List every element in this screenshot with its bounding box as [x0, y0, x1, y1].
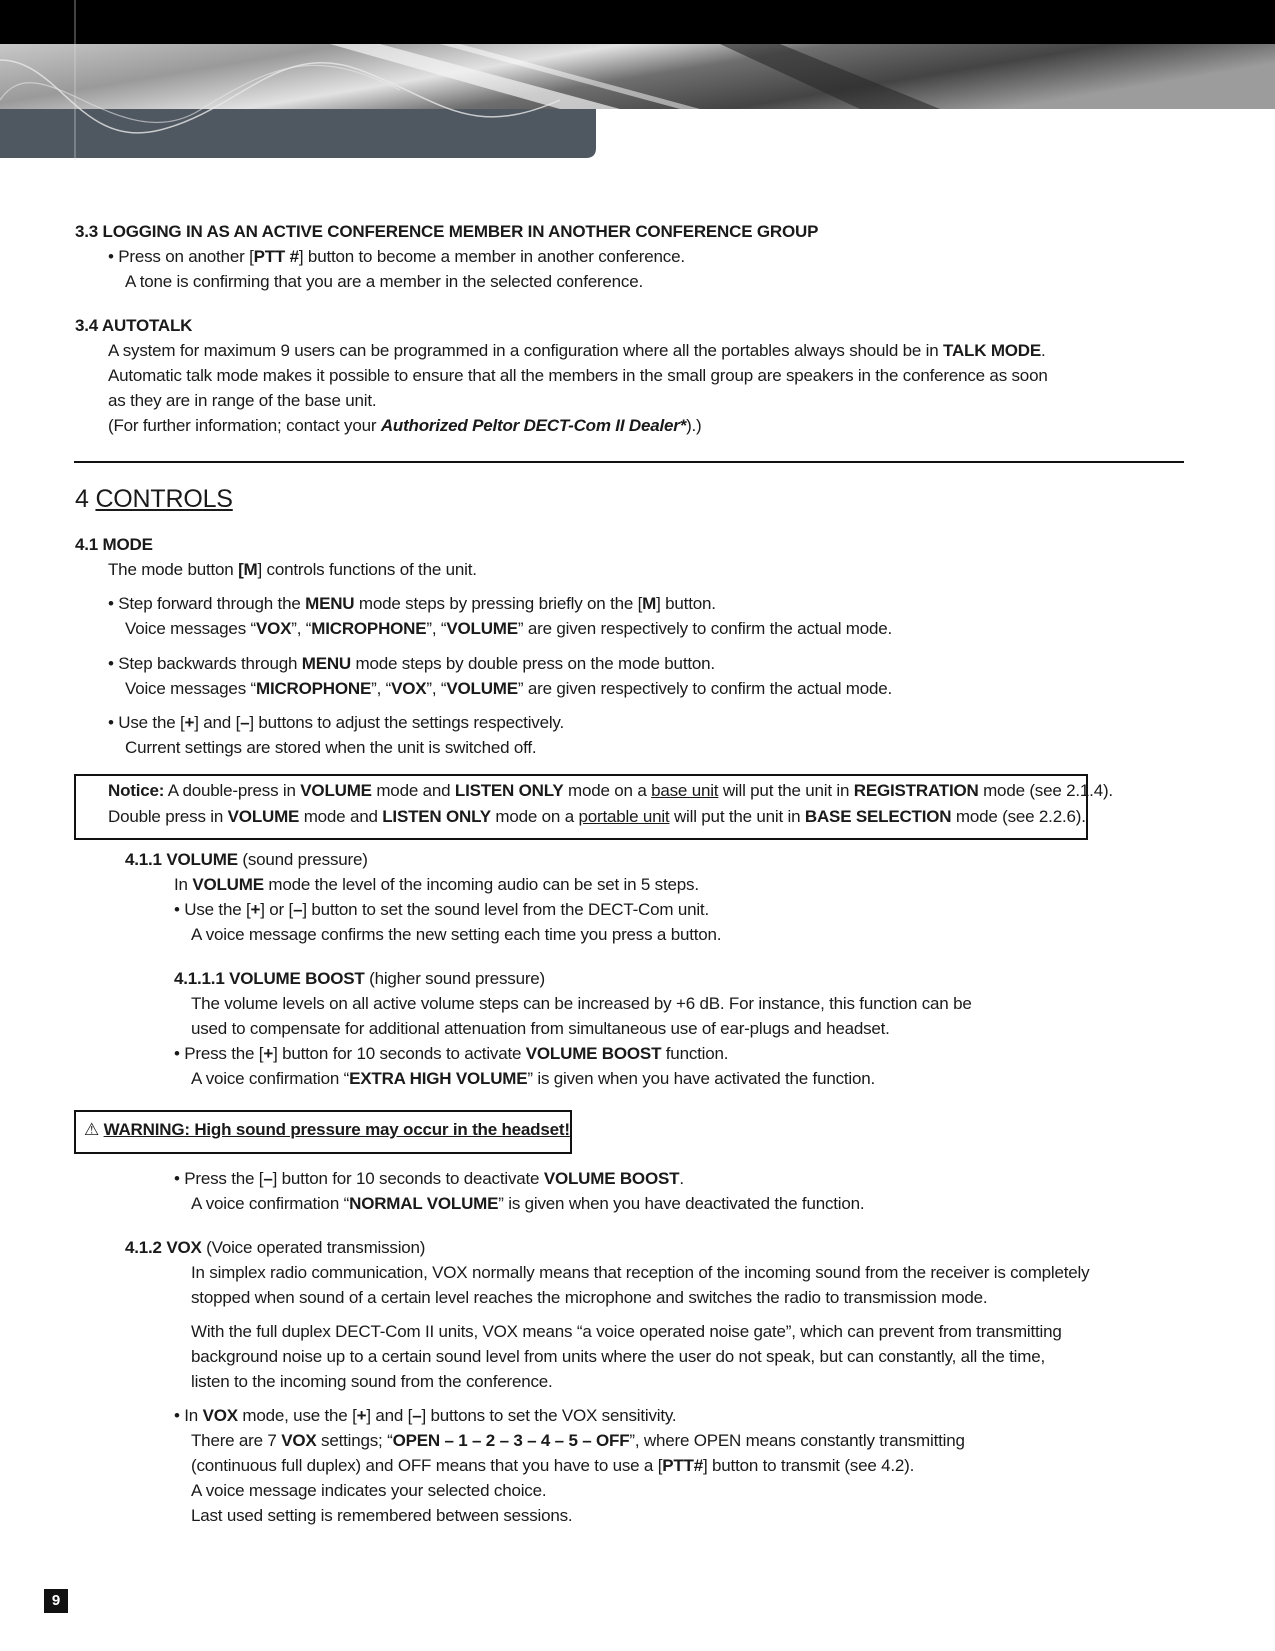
- section-4-1-2-text: (continuous full duplex) and OFF means that you have to use a [PTT#] button to transmit (see 4.2).: [191, 1456, 915, 1475]
- notice-line: Double press in VOLUME mode and LISTEN ONLY mode on a portable unit will put the unit in BASE SELECTION mode (see 2.2.6).: [108, 807, 1086, 826]
- warning-icon: ⚠: [84, 1120, 100, 1139]
- section-4-1-1-1-text: The volume levels on all active volume steps can be increased by +6 dB. For instance, this function can be: [191, 994, 972, 1013]
- section-4-1-2-text: There are 7 VOX settings; “OPEN – 1 – 2 – 3 – 4 – 5 – OFF”, where OPEN means constantly transmitting: [191, 1431, 965, 1450]
- section-4-1-1-bullet: • Use the [+] or [–] button to set the sound level from the DECT-Com unit.: [174, 900, 709, 919]
- section-4-1-text: Voice messages “MICROPHONE”, “VOX”, “VOLUME” are given respectively to confirm the actual mode.: [125, 679, 893, 698]
- volume-boost-off-text: A voice confirmation “NORMAL VOLUME” is given when you have deactivated the function.: [191, 1194, 865, 1213]
- section-4-1-1-1-text: A voice confirmation “EXTRA HIGH VOLUME” is given when you have activated the function.: [191, 1069, 876, 1088]
- section-4-1-2-text: background noise up to a certain sound level from units where the user do not speak, but can constantly, all the time,: [191, 1347, 1045, 1366]
- section-4-1-text: Current settings are stored when the unit is switched off.: [125, 738, 537, 757]
- section-3-4-text: as they are in range of the base unit.: [108, 391, 377, 410]
- section-4-1-1-1-heading: 4.1.1.1 VOLUME BOOST (higher sound pressure): [174, 969, 546, 988]
- section-4-1-intro: The mode button [M] controls functions of the unit.: [108, 560, 477, 579]
- header-graphic: [0, 0, 1275, 160]
- notice-line: Notice: A double-press in VOLUME mode and LISTEN ONLY mode on a base unit will put the unit in REGISTRATION mode (see 2.1.4).: [108, 781, 1113, 800]
- section-4-1-2-text: A voice message indicates your selected choice.: [191, 1481, 547, 1500]
- section-4-1-1-1-bullet: • Press the [+] button for 10 seconds to activate VOLUME BOOST function.: [174, 1044, 729, 1063]
- section-4-1-2-text: Last used setting is remembered between sessions.: [191, 1506, 573, 1525]
- chapter-4-title: 4 CONTROLS: [75, 485, 233, 513]
- section-3-4-text: A system for maximum 9 users can be programmed in a configuration where all the portables always should be in TALK MODE.: [108, 341, 1046, 360]
- section-4-1-2-heading: 4.1.2 VOX (Voice operated transmission): [125, 1238, 426, 1257]
- section-3-3-heading: 3.3 LOGGING IN AS AN ACTIVE CONFERENCE MEMBER IN ANOTHER CONFERENCE GROUP: [75, 222, 819, 241]
- section-4-1-2-text: In simplex radio communication, VOX normally means that reception of the incoming sound from the receiver is completely: [191, 1263, 1090, 1282]
- section-4-1-2-text: stopped when sound of a certain level reaches the microphone and switches the radio to transmission mode.: [191, 1288, 988, 1307]
- section-3-3-bullet: • Press on another [PTT #] button to become a member in another conference.: [108, 247, 685, 266]
- section-4-1-1-text: A voice message confirms the new setting each time you press a button.: [191, 925, 722, 944]
- section-4-1-bullet: • Step backwards through MENU mode steps by double press on the mode button.: [108, 654, 715, 673]
- section-4-1-2-bullet: • In VOX mode, use the [+] and [–] buttons to set the VOX sensitivity.: [174, 1406, 677, 1425]
- section-4-1-text: Voice messages “VOX”, “MICROPHONE”, “VOLUME” are given respectively to confirm the actual mode.: [125, 619, 893, 638]
- section-3-4-text: Automatic talk mode makes it possible to ensure that all the members in the small group are speakers in the conference as soon: [108, 366, 1048, 385]
- section-4-1-1-text: In VOLUME mode the level of the incoming audio can be set in 5 steps.: [174, 875, 699, 894]
- section-3-4-text: (For further information; contact your Authorized Peltor DECT-Com II Dealer*).): [108, 416, 702, 435]
- section-4-1-heading: 4.1 MODE: [75, 535, 153, 554]
- section-4-1-2-text: With the full duplex DECT-Com II units, VOX means “a voice operated noise gate”, which can prevent from transmitting: [191, 1322, 1062, 1341]
- section-3-3-text: A tone is confirming that you are a member in the selected conference.: [125, 272, 644, 291]
- section-4-1-2-text: listen to the incoming sound from the conference.: [191, 1372, 553, 1391]
- section-4-1-bullet: • Step forward through the MENU mode steps by pressing briefly on the [M] button.: [108, 594, 716, 613]
- section-3-4-heading: 3.4 AUTOTALK: [75, 316, 193, 335]
- header-banner: [0, 0, 1275, 160]
- section-divider: [74, 461, 1184, 463]
- section-4-1-bullet: • Use the [+] and [–] buttons to adjust the settings respectively.: [108, 713, 564, 732]
- section-4-1-1-1-text: used to compensate for additional attenuation from simultaneous use of ear-plugs and headset.: [191, 1019, 890, 1038]
- warning-line: ⚠ WARNING: High sound pressure may occur in the headset!: [84, 1120, 570, 1139]
- volume-boost-off-bullet: • Press the [–] button for 10 seconds to deactivate VOLUME BOOST.: [174, 1169, 684, 1188]
- page-number: 9: [44, 1589, 68, 1613]
- section-4-1-1-heading: 4.1.1 VOLUME (sound pressure): [125, 850, 368, 869]
